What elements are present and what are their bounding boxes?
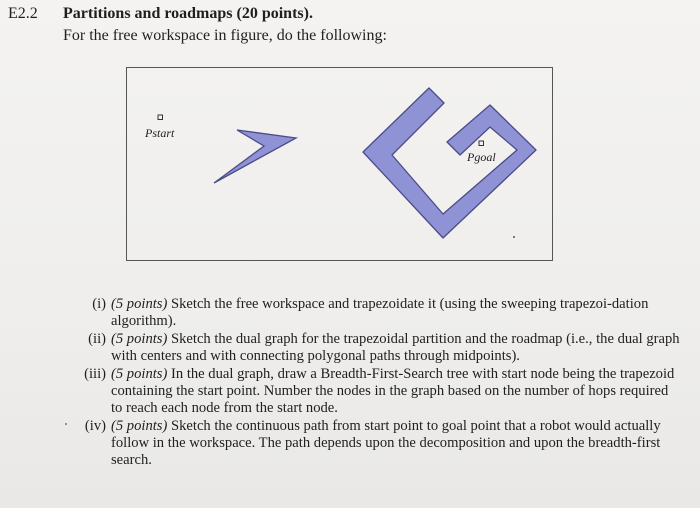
part-body bbox=[111, 296, 680, 330]
part-text: Sketch the continuous path from start point to goal point that a robot would actually follow in the workspace. The path depends upon the decomposition and upon the breadth-first search. bbox=[111, 418, 661, 468]
part-points: (5 points) bbox=[111, 331, 168, 347]
part-iv bbox=[70, 418, 680, 469]
arrowhead-obstacle bbox=[214, 130, 296, 183]
part-body bbox=[111, 331, 680, 365]
part-ii bbox=[70, 331, 680, 365]
part-points: (5 points) bbox=[111, 418, 168, 434]
spiral-obstacle bbox=[363, 88, 536, 238]
part-number: (iii) bbox=[84, 366, 106, 382]
start-label: Pstart bbox=[145, 126, 175, 140]
stray-dot bbox=[513, 236, 515, 238]
start-point-marker bbox=[158, 115, 163, 120]
problem-intro: For the free workspace in figure, do the following: bbox=[63, 27, 387, 44]
part-iii bbox=[70, 366, 680, 417]
problem-number: E2.2 bbox=[8, 5, 38, 22]
goal-label: Pgoal bbox=[467, 150, 496, 164]
part-text: Sketch the dual graph for the trapezoidal partition and the roadmap (i.e., the dual graph with centers and with connecting polygonal paths through midpoints). bbox=[111, 331, 680, 364]
part-number: (ii) bbox=[88, 331, 106, 347]
part-points: (5 points) bbox=[111, 296, 168, 312]
part-text: Sketch the free workspace and trapezoidate it (using the sweeping trapezoi-dation algorithm). bbox=[111, 296, 649, 329]
goal-point-marker bbox=[479, 141, 484, 146]
part-number: (iv) bbox=[84, 418, 106, 434]
part-body bbox=[111, 418, 680, 469]
part-body bbox=[111, 366, 680, 417]
margin-dot bbox=[65, 423, 67, 425]
part-i bbox=[70, 296, 680, 330]
part-number: (i) bbox=[92, 296, 106, 312]
problem-title: Partitions and roadmaps (20 points). bbox=[63, 5, 313, 22]
part-points: (5 points) bbox=[111, 366, 168, 382]
parts-list bbox=[70, 296, 680, 470]
part-text: In the dual graph, draw a Breadth-First-Search tree with start node being the trapezoid containing the start point. Number the nodes in the graph based on the number of hops required to reach each node from the start node. bbox=[111, 366, 675, 416]
